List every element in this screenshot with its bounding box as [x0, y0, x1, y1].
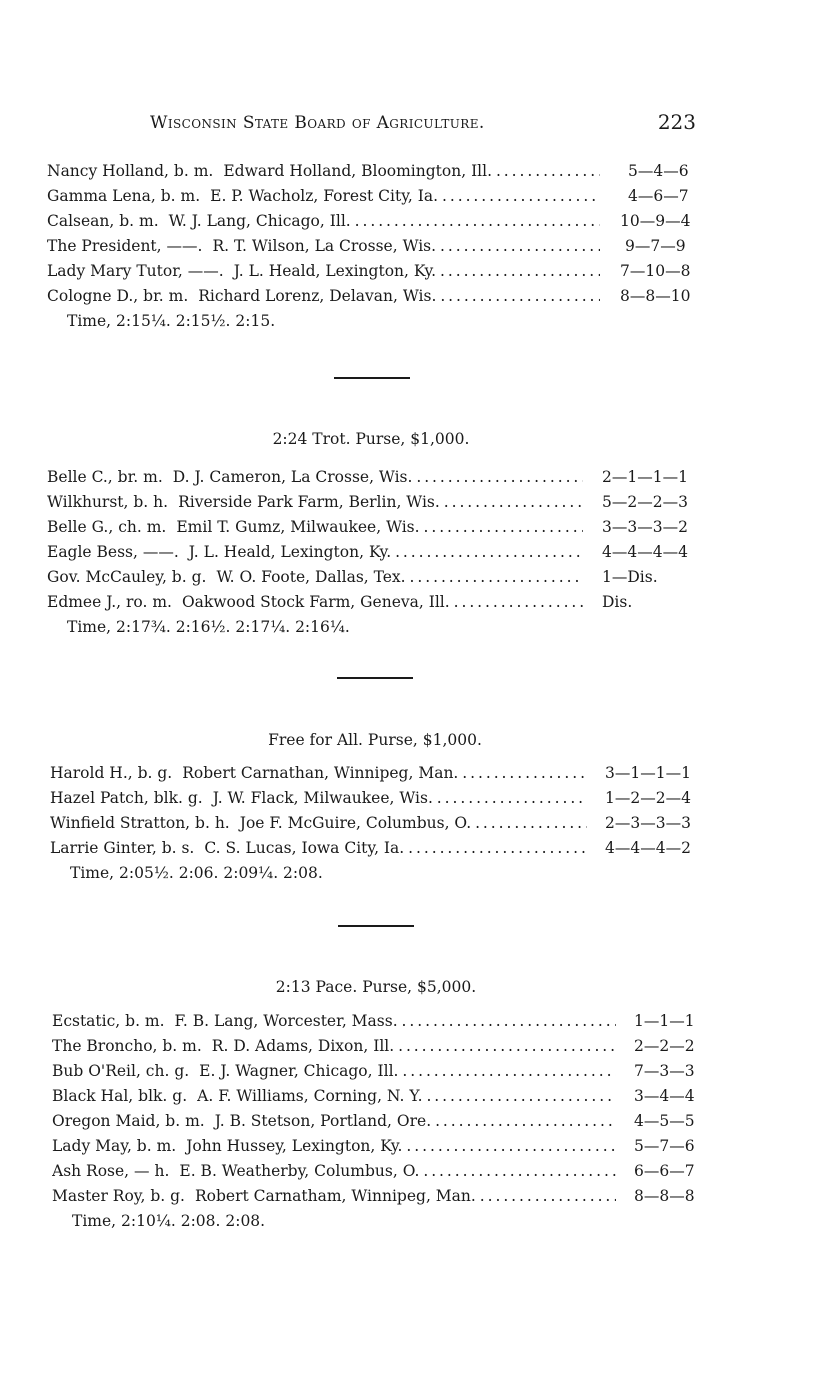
owner-name: R. D. Adams, Dixon, Ill.: [211, 1037, 395, 1055]
owner-name: Robert Carnatham, Winnipeg, Man.: [194, 1187, 476, 1205]
section-divider: [338, 925, 414, 927]
owner-name: Joe F. McGuire, Columbus, O.: [239, 814, 472, 832]
results-block-3: [50, 761, 710, 886]
horse-name: Ash Rose, — h.: [52, 1162, 170, 1180]
horse-name: The Broncho, b. m.: [52, 1037, 202, 1055]
heat-placings: 7—10—8: [620, 262, 691, 280]
heat-placings: 2—2—2: [634, 1037, 695, 1055]
heat-placings: 4—6—7: [628, 187, 689, 205]
page-header: [150, 110, 696, 139]
horse-name: Belle G., ch. m.: [47, 518, 167, 536]
horse-name: Hazel Patch, blk. g.: [50, 789, 203, 807]
heat-placings: 5—7—6: [634, 1137, 695, 1155]
horse-name: Master Roy, b. g.: [52, 1187, 185, 1205]
running-title: Wisconsin State Board of Agriculture.: [150, 113, 485, 133]
owner-name: R. T. Wilson, La Crosse, Wis.: [212, 237, 437, 255]
heat-placings: 1—2—2—4: [605, 789, 691, 807]
results-block-2: [47, 465, 707, 640]
race-times: Time, 2:15¼. 2:15½. 2:15.: [67, 312, 276, 330]
owner-name: F. B. Lang, Worcester, Mass.: [174, 1012, 398, 1030]
heat-placings: 8—8—8: [634, 1187, 695, 1205]
horse-name: Eagle Bess, ——.: [47, 543, 179, 561]
result-row: [47, 209, 697, 234]
owner-name: D. J. Cameron, La Crosse, Wis.: [172, 468, 413, 486]
owner-name: J. L. Heald, Lexington, Ky.: [233, 262, 437, 280]
owner-name: John Hussey, Lexington, Ky.: [186, 1137, 403, 1155]
result-row: [50, 761, 710, 786]
owner-name: W. J. Lang, Chicago, Ill.: [168, 212, 351, 230]
owner-name: E. B. Weatherby, Columbus, O.: [179, 1162, 420, 1180]
heat-placings: 3—3—3—2: [602, 518, 688, 536]
owner-name: J. L. Heald, Lexington, Ky.: [188, 543, 392, 561]
horse-name: Wilkhurst, b. h.: [47, 493, 169, 511]
race-times: Time, 2:10¼. 2:08. 2:08.: [72, 1212, 266, 1230]
result-row: [47, 465, 707, 490]
result-row: [52, 1134, 712, 1159]
horse-name: Black Hal, blk. g.: [52, 1087, 188, 1105]
result-row: [47, 259, 697, 284]
result-row: [47, 565, 707, 590]
heat-placings: Dis.: [602, 593, 633, 611]
horse-name: Bub O'Reil, ch. g.: [52, 1062, 190, 1080]
heat-placings: 4—4—4—2: [605, 839, 691, 857]
horse-name: Nancy Holland, b. m.: [47, 162, 214, 180]
heat-placings: 10—9—4: [620, 212, 691, 230]
heat-placings: 6—6—7: [634, 1162, 695, 1180]
horse-name: The President, ——.: [47, 237, 203, 255]
owner-name: Emil T. Gumz, Milwaukee, Wis.: [176, 518, 420, 536]
race-heading: Free for All. Purse, $1,000.: [268, 731, 482, 749]
horse-name: Larrie Ginter, b. s.: [50, 839, 195, 857]
horse-name: Calsean, b. m.: [47, 212, 159, 230]
owner-name: E. P. Wacholz, Forest City, Ia.: [210, 187, 439, 205]
result-row: [52, 1059, 712, 1084]
result-row: [52, 1009, 712, 1034]
results-block-1: [47, 159, 697, 334]
heat-placings: 8—8—10: [620, 287, 691, 305]
heat-placings: 5—2—2—3: [602, 493, 688, 511]
result-row: [52, 1109, 712, 1134]
owner-name: C. S. Lucas, Iowa City, Ia.: [204, 839, 405, 857]
result-row: [47, 284, 697, 309]
section-divider: [337, 677, 413, 679]
heat-placings: 1—Dis.: [602, 568, 658, 586]
heat-placings: 4—4—4—4: [602, 543, 688, 561]
results-block-4: [52, 1009, 712, 1234]
page-number: 223: [657, 110, 696, 134]
heat-placings: 2—1—1—1: [602, 468, 688, 486]
race-heading: 2:13 Pace. Purse, $5,000.: [275, 978, 477, 996]
owner-name: Richard Lorenz, Delavan, Wis.: [198, 287, 437, 305]
result-row: [47, 234, 697, 259]
heat-placings: 3—1—1—1: [605, 764, 691, 782]
owner-name: W. O. Foote, Dallas, Tex.: [216, 568, 406, 586]
race-times: Time, 2:05½. 2:06. 2:09¼. 2:08.: [70, 864, 323, 882]
result-row: [50, 811, 710, 836]
horse-name: Oregon Maid, b. m.: [52, 1112, 205, 1130]
owner-name: J. B. Stetson, Portland, Ore.: [214, 1112, 432, 1130]
owner-name: Oakwood Stock Farm, Geneva, Ill.: [181, 593, 450, 611]
result-row: [47, 590, 707, 615]
result-row: [47, 159, 697, 184]
horse-name: Gov. McCauley, b. g.: [47, 568, 207, 586]
heat-placings: 9—7—9: [625, 237, 686, 255]
horse-name: Belle C., br. m.: [47, 468, 163, 486]
result-row: [47, 184, 697, 209]
horse-name: Lady Mary Tutor, ——.: [47, 262, 224, 280]
result-row: [52, 1034, 712, 1059]
race-heading: 2:24 Trot. Purse, $1,000.: [272, 430, 470, 448]
heat-placings: 3—4—4: [634, 1087, 695, 1105]
result-row: [52, 1184, 712, 1209]
owner-name: Edward Holland, Bloomington, Ill.: [223, 162, 493, 180]
result-row: [52, 1084, 712, 1109]
result-row: [47, 515, 707, 540]
horse-name: Lady May, b. m.: [52, 1137, 177, 1155]
race-times: Time, 2:17¾. 2:16½. 2:17¼. 2:16¼.: [67, 618, 350, 636]
result-row: [50, 836, 710, 861]
result-row: [47, 540, 707, 565]
horse-name: Winfield Stratton, b. h.: [50, 814, 230, 832]
owner-name: Robert Carnathan, Winnipeg, Man.: [182, 764, 459, 782]
result-row: [47, 490, 707, 515]
result-row: [52, 1159, 712, 1184]
heat-placings: 5—4—6: [628, 162, 689, 180]
owner-name: Riverside Park Farm, Berlin, Wis.: [178, 493, 440, 511]
horse-name: Harold H., b. g.: [50, 764, 173, 782]
owner-name: J. W. Flack, Milwaukee, Wis.: [212, 789, 433, 807]
heat-placings: 1—1—1: [634, 1012, 695, 1030]
owner-name: A. F. Williams, Corning, N. Y.: [197, 1087, 423, 1105]
heat-placings: 4—5—5: [634, 1112, 695, 1130]
section-divider: [334, 377, 410, 379]
horse-name: Edmee J., ro. m.: [47, 593, 172, 611]
horse-name: Ecstatic, b. m.: [52, 1012, 165, 1030]
heat-placings: 7—3—3: [634, 1062, 695, 1080]
horse-name: Cologne D., br. m.: [47, 287, 189, 305]
horse-name: Gamma Lena, b. m.: [47, 187, 201, 205]
owner-name: E. J. Wagner, Chicago, Ill.: [199, 1062, 399, 1080]
heat-placings: 2—3—3—3: [605, 814, 691, 832]
result-row: [50, 786, 710, 811]
